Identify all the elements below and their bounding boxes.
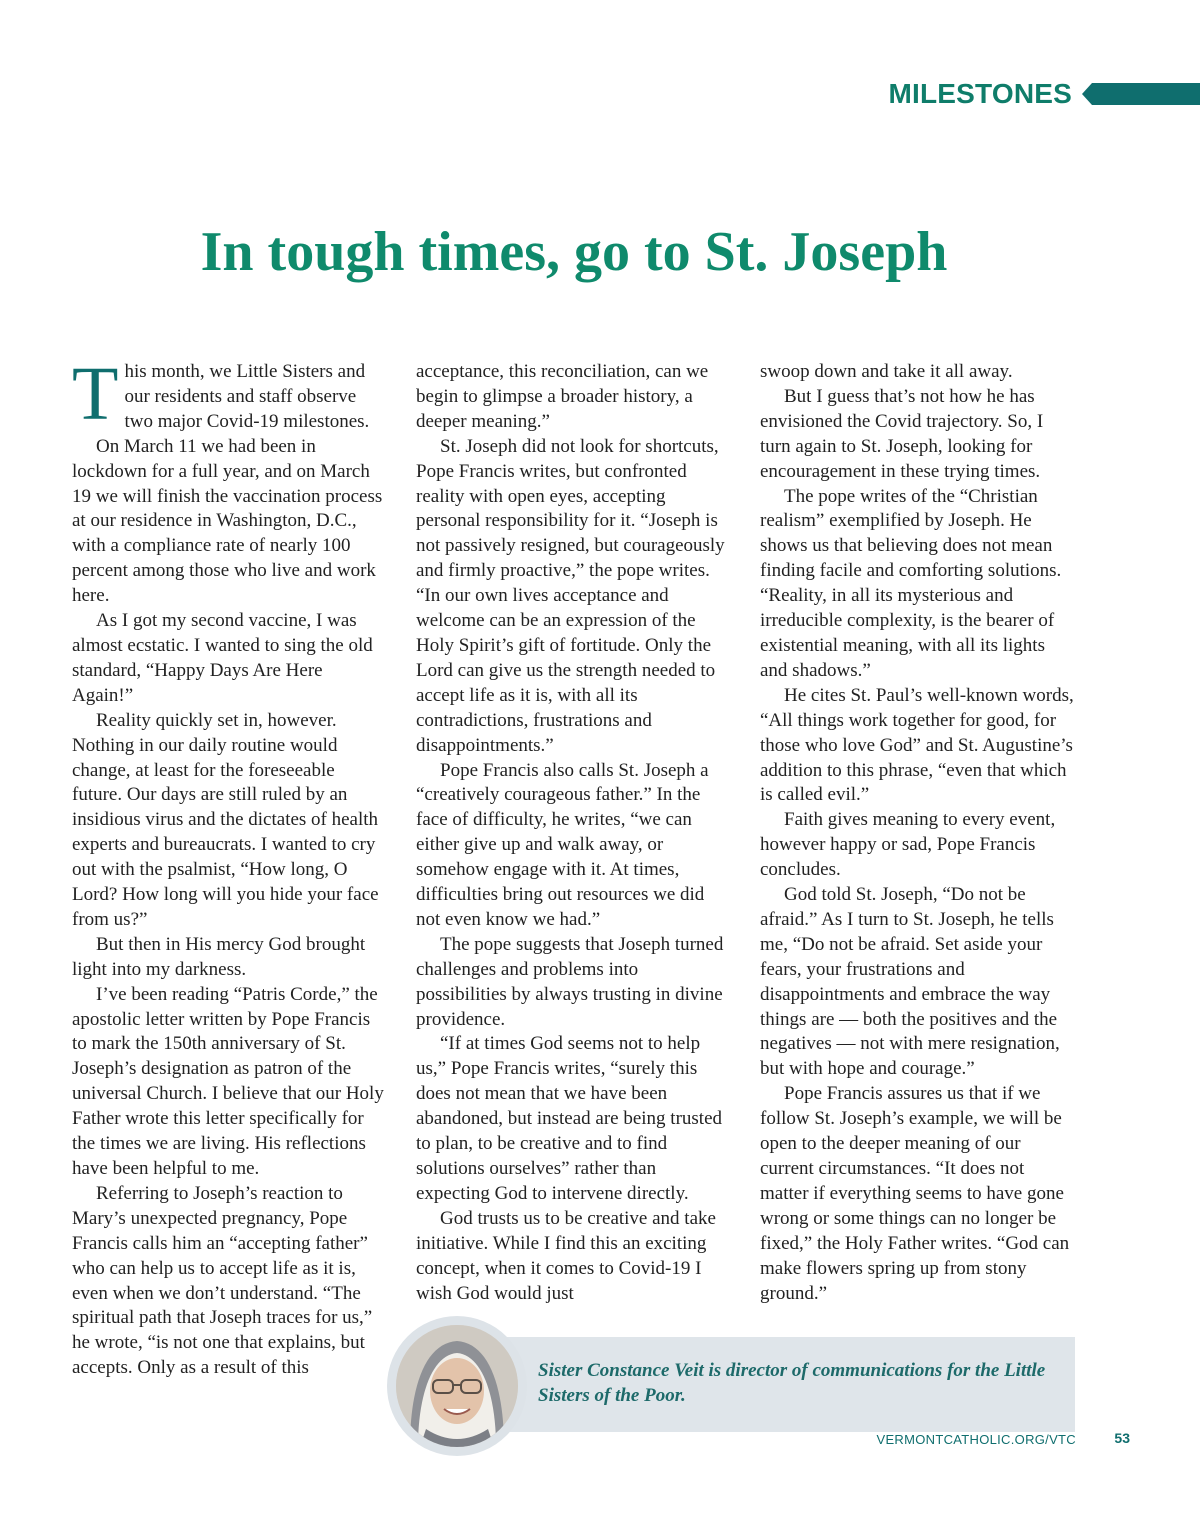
article-paragraph: The pope suggests that Joseph turned challenges and problems into possibilities by always trusting in divine providence. bbox=[416, 933, 724, 1030]
article-paragraph: He cites St. Paul’s well-known words, “All things work together for good, for those who love God” and St. Augustine’s addition to this phrase, “even that which is called evil.” bbox=[760, 684, 1074, 806]
article-paragraph: Faith gives meaning to every event, however happy or sad, Pope Francis concludes. bbox=[760, 809, 1056, 881]
article-paragraph: I’ve been reading “Patris Corde,” the apostolic letter written by Pope Francis to mark the 150th anniversary of St. Joseph’s designation as patron of the universal Church. I believe that our Holy Father wrote this letter specifically for the times we are living. His reflections have been helpful to me. bbox=[72, 983, 384, 1179]
drop-cap: T bbox=[72, 352, 119, 436]
author-portrait-image bbox=[396, 1325, 518, 1447]
article-paragraph: God told St. Joseph, “Do not be afraid.” As I turn to St. Joseph, he tells me, “Do not be afraid. Set aside your fears, your frustrations and disappointments and embrace the way things are — both the positives and the negatives — not with mere resignation, but with hope and courage.” bbox=[760, 884, 1060, 1080]
article-paragraph: acceptance, this reconciliation, can we begin to glimpse a broader history, a deeper meaning.” bbox=[416, 361, 709, 432]
paragraph-text: his month, we Little Sisters and our residents and staff observe two major Covid-19 milestones. bbox=[124, 361, 370, 432]
section-tag bbox=[888, 76, 1200, 112]
article-paragraph: swoop down and take it all away. bbox=[760, 361, 1013, 382]
article-paragraph: But I guess that’s not how he has envisioned the Covid trajectory. So, I turn again to St. Joseph, looking for encouragement in these trying times. bbox=[760, 385, 1044, 482]
article-title: In tough times, go to St. Joseph bbox=[200, 221, 948, 283]
article-column-2 bbox=[416, 360, 730, 1430]
author-photo bbox=[396, 1325, 518, 1447]
article-paragraph: Reality quickly set in, however. Nothing in our daily routine would change, at least for the foreseeable future. Our days are still ruled by an insidious virus and the dictates of health experts and bureaucrats. I wanted to cry out with the psalmist, “How long, O Lord? How long will you hide your face from us?” bbox=[72, 709, 379, 930]
section-arrow-bar bbox=[1082, 83, 1200, 105]
article-paragraph: On March 11 we had been in lockdown for a full year, and on March 19 we will finish the vaccination process at our residence in Washington, D.C., with a compliance rate of nearly 100 percent among those who live and work here. bbox=[72, 435, 383, 607]
article-paragraph: Referring to Joseph’s reaction to Mary’s unexpected pregnancy, Pope Francis calls him an “accepting father” who can help us to accept life as it is, even when we don’t understand. “The spiritual path that Joseph traces for us,” he wrote, “is not one that explains, but accepts. Only as a result of this bbox=[72, 1182, 373, 1379]
author-bio-text: Sister Constance Veit is director of communications for the Little Sisters of the Poor. bbox=[538, 1360, 1046, 1406]
page-number: 53 bbox=[1114, 1430, 1130, 1446]
article-paragraph: St. Joseph did not look for shortcuts, Pope Francis writes, but confronted reality with open eyes, accepting personal responsibility for it. “Joseph is not passively resigned, but courageously and firmly proactive,” the pope writes. “In our own lives acceptance and welcome can be an expression of the Holy Spirit’s gift of fortitude. Only the Lord can give us the strength needed to accept life as it is, with all its contradictions, frustrations and disappointments.” bbox=[416, 435, 725, 756]
article-paragraph: The pope writes of the “Christian realism” exemplified by Joseph. He shows us that believing does not mean finding facile and comforting solutions. “Reality, in all its mysterious and irreducible complexity, is the bearer of existential meaning, with all its lights and shadows.” bbox=[760, 485, 1062, 681]
article-paragraph: But then in His mercy God brought light into my darkness. bbox=[72, 933, 366, 980]
footer-url: VERMONTCATHOLIC.ORG/VTC bbox=[876, 1432, 1076, 1447]
article-paragraph: God trusts us to be creative and take initiative. While I find this an exciting concept, when it comes to Covid-19 I wish God would just bbox=[416, 1207, 716, 1304]
section-label: MILESTONES bbox=[888, 78, 1072, 109]
article-column-3 bbox=[760, 360, 1074, 1430]
article-paragraph: Pope Francis also calls St. Joseph a “creatively courageous father.” In the face of difficulty, he writes, “we can either give up and walk away, or somehow engage with it. At times, difficulties bring out resources we did not even know we had.” bbox=[416, 759, 709, 930]
article-paragraph: As I got my second vaccine, I was almost ecstatic. I wanted to sing the old standard, “Happy Days Are Here Again!” bbox=[72, 610, 373, 706]
article-column-1 bbox=[72, 352, 386, 1430]
article-paragraph bbox=[72, 352, 386, 436]
article-paragraph: Pope Francis assures us that if we follow St. Joseph’s example, we will be open to the deeper meaning of our current circumstances. “It does not matter if everything seems to have gone wrong or some things can no longer be fixed,” the Holy Father writes. “God can make flowers spring up from stony ground.” bbox=[760, 1083, 1070, 1304]
article-paragraph: “If at times God seems not to help us,” Pope Francis writes, “surely this does not mean that we have been abandoned, but instead are being trusted to plan, to be creative and to find solutions ourselves” rather than expecting God to intervene directly. bbox=[416, 1033, 723, 1204]
article-body bbox=[72, 352, 1074, 1430]
